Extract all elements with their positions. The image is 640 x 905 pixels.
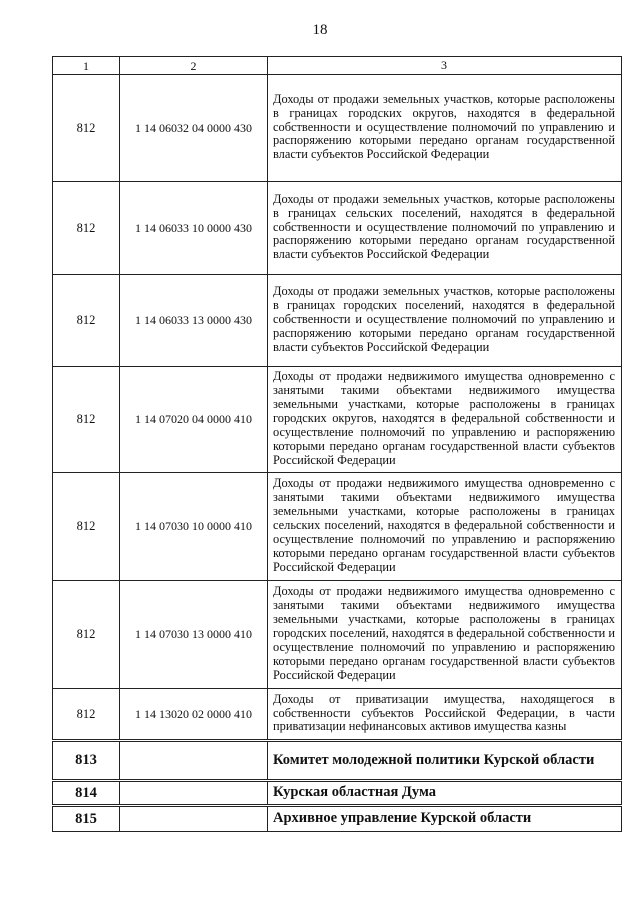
budget-code-cell: 1 14 07030 13 0000 410 bbox=[120, 581, 268, 689]
admin-code-cell: 812 bbox=[53, 367, 120, 473]
table-row-administrator bbox=[53, 741, 622, 781]
admin-code-cell: 812 bbox=[53, 75, 120, 182]
admin-code-cell: 812 bbox=[53, 473, 120, 581]
table-row bbox=[53, 473, 622, 581]
budget-code-cell: 1 14 06033 13 0000 430 bbox=[120, 275, 268, 367]
description-cell: Доходы от продажи недвижимого имущества одновременно с занятыми такими объектами недвижимого имущества земельными участками, которые расположены в границах городских округов, находятся в федеральной собственности и осуществление полномочий по управлению и распоряжению которыми передано органам государственной власти субъектов Российской Федерации bbox=[268, 367, 622, 473]
budget-code-cell: 1 14 13020 02 0000 410 bbox=[120, 689, 268, 741]
table-row bbox=[53, 275, 622, 367]
administrator-name-cell: Курская областная Дума bbox=[268, 781, 622, 806]
budget-code-cell bbox=[120, 806, 268, 832]
table-row bbox=[53, 367, 622, 473]
column-header-1: 1 bbox=[53, 57, 120, 75]
table-row-administrator bbox=[53, 806, 622, 832]
description-cell: Доходы от приватизации имущества, находящегося в собственности субъектов Российской Федерации, в части приватизации нефинансовых активов имущества казны bbox=[268, 689, 622, 741]
table-row bbox=[53, 75, 622, 182]
page-number: 18 bbox=[312, 22, 328, 38]
administrator-name-cell: Архивное управление Курской области bbox=[268, 806, 622, 832]
budget-code-cell: 1 14 06033 10 0000 430 bbox=[120, 182, 268, 275]
column-header-2: 2 bbox=[120, 57, 268, 75]
table-row bbox=[53, 182, 622, 275]
revenue-classification-table bbox=[52, 56, 622, 832]
table-row bbox=[53, 581, 622, 689]
admin-code-cell: 813 bbox=[53, 741, 120, 781]
description-cell: Доходы от продажи недвижимого имущества одновременно с занятыми такими объектами недвижимого имущества земельными участками, которые расположены в границах городских поселений, находятся в федеральной собственности и осуществление полномочий по управлению и распоряжению которыми передано органам государственной власти субъектов Российской Федерации bbox=[268, 581, 622, 689]
budget-code-cell: 1 14 07020 04 0000 410 bbox=[120, 367, 268, 473]
table-row-administrator bbox=[53, 781, 622, 806]
administrator-name-cell: Комитет молодежной политики Курской области bbox=[268, 741, 622, 781]
description-cell: Доходы от продажи недвижимого имущества одновременно с занятыми такими объектами недвижимого имущества земельными участками, которые расположены в границах сельских поселений, находятся в федеральной собственности и осуществление полномочий по управлению и распоряжению которыми передано органам государственной власти субъектов Российской Федерации bbox=[268, 473, 622, 581]
description-cell: Доходы от продажи земельных участков, которые расположены в границах городских округов, находятся в федеральной собственности и осуществление полномочий по управлению и распоряжению которыми передано органам государственной власти субъектов Российской Федерации bbox=[268, 75, 622, 182]
admin-code-cell: 815 bbox=[53, 806, 120, 832]
admin-code-cell: 814 bbox=[53, 781, 120, 806]
admin-code-cell: 812 bbox=[53, 581, 120, 689]
budget-code-cell bbox=[120, 781, 268, 806]
table-header-row bbox=[53, 57, 622, 75]
table-row bbox=[53, 689, 622, 741]
column-header-3: 3 bbox=[268, 57, 622, 75]
description-cell: Доходы от продажи земельных участков, которые расположены в границах сельских поселений, находятся в федеральной собственности и осуществление полномочий по управлению и распоряжению которыми передано органам государственной власти субъектов Российской Федерации bbox=[268, 182, 622, 275]
budget-code-cell bbox=[120, 741, 268, 781]
admin-code-cell: 812 bbox=[53, 182, 120, 275]
description-cell: Доходы от продажи земельных участков, которые расположены в границах городских поселений, находятся в федеральной собственности и осуществление полномочий по управлению и распоряжению которыми передано органам государственной власти субъектов Российской Федерации bbox=[268, 275, 622, 367]
admin-code-cell: 812 bbox=[53, 689, 120, 741]
budget-code-cell: 1 14 07030 10 0000 410 bbox=[120, 473, 268, 581]
admin-code-cell: 812 bbox=[53, 275, 120, 367]
budget-code-cell: 1 14 06032 04 0000 430 bbox=[120, 75, 268, 182]
